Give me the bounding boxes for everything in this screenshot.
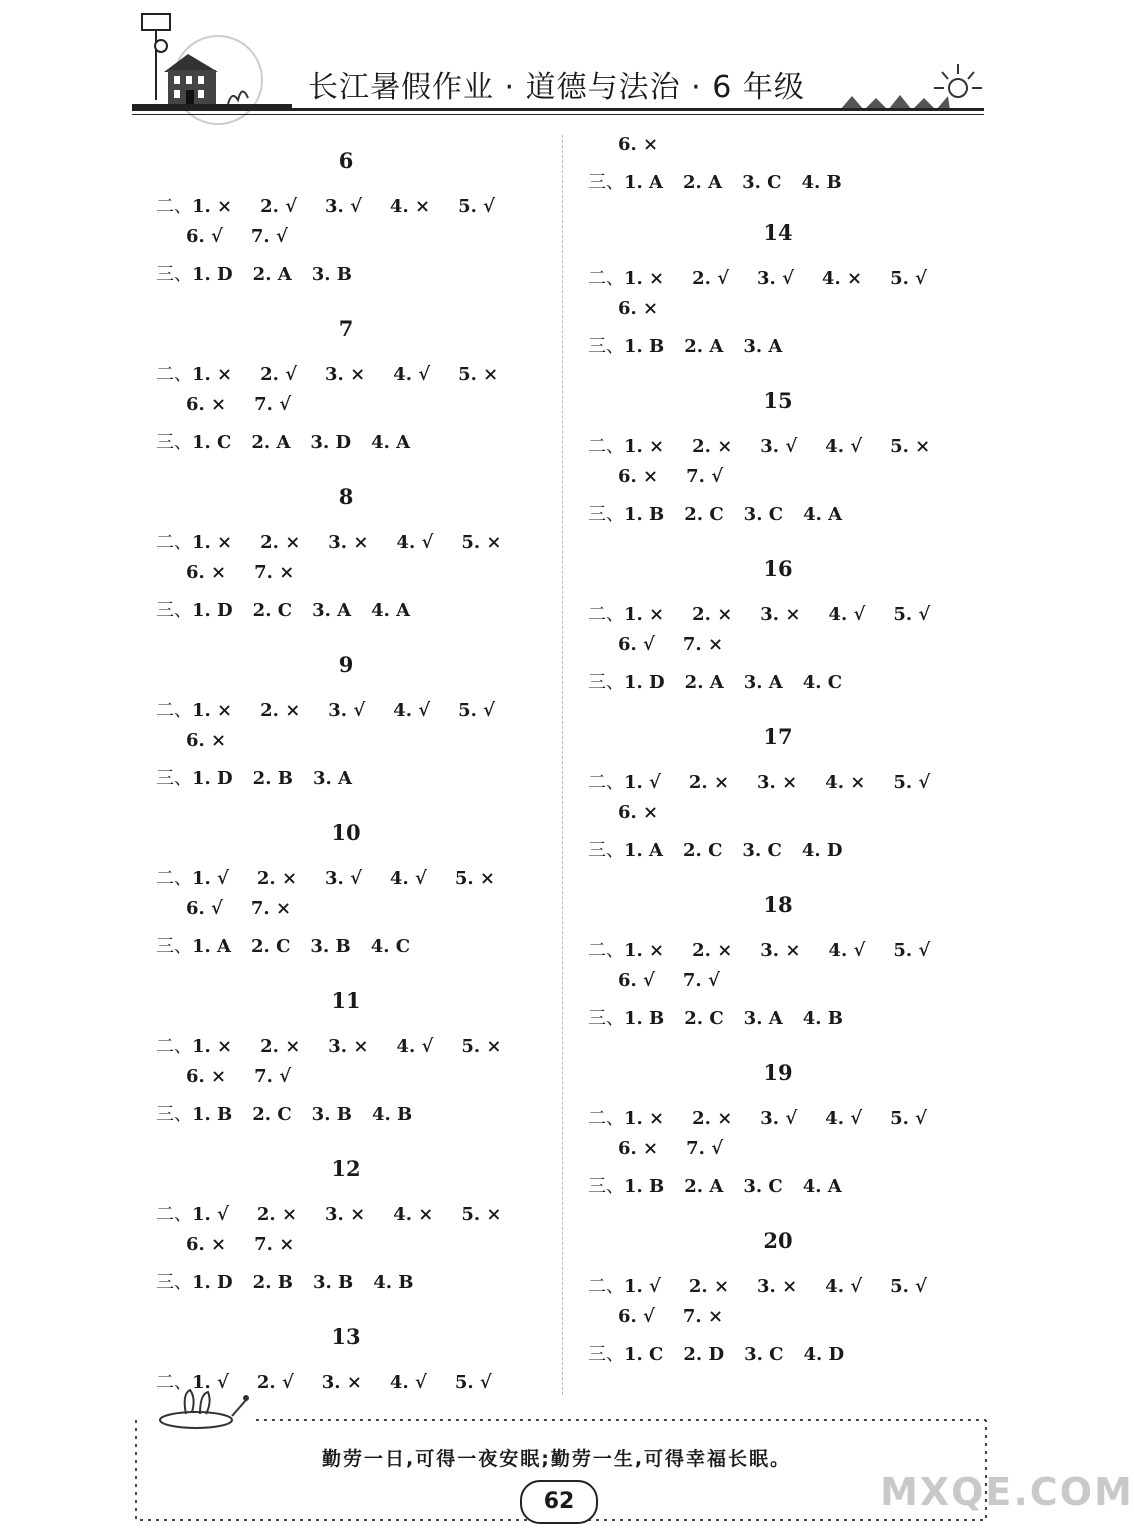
answer-item: 6. × [186, 1066, 227, 1087]
answer-item: 2. A [684, 672, 724, 693]
header-rule [132, 108, 984, 111]
answer-item: 4. × [825, 772, 866, 793]
choice-answers [588, 168, 862, 194]
answer-item: 7. √ [254, 394, 292, 415]
answer-item: 4. B [801, 172, 842, 193]
answer-item: 5. √ [893, 772, 931, 793]
answer-item: 1. B [624, 336, 665, 357]
section-number: 15 [763, 388, 793, 413]
answer-item: 2. A [684, 1176, 724, 1197]
answer-item: 1. B [624, 1176, 665, 1197]
answer-item: 3. √ [760, 1108, 798, 1129]
answer-item: 2. C [684, 1008, 724, 1029]
answer-item: 3. × [757, 1276, 798, 1297]
answer-item: 6. √ [186, 898, 223, 919]
section-number: 16 [763, 556, 793, 581]
answer-item: 6. × [618, 466, 659, 487]
answer-item: 4. A [371, 600, 411, 621]
judge-answers [588, 936, 958, 962]
answer-item: 2. × [688, 772, 730, 793]
answer-item: 2. × [692, 940, 733, 961]
answer-item: 3. B [311, 1104, 352, 1125]
column-divider [562, 135, 563, 1395]
answer-item: 7. × [254, 1234, 295, 1255]
school-building-icon [128, 10, 298, 110]
answer-item: 7. × [250, 898, 292, 919]
answer-item: 3. √ [325, 868, 362, 889]
answer-item: 3. √ [328, 700, 366, 721]
question-part-label: 二、 [156, 868, 192, 889]
section-number: 11 [331, 988, 361, 1013]
question-part-label: 二、 [156, 196, 192, 217]
answer-item: 6. × [618, 1138, 659, 1159]
choice-answers [588, 1172, 862, 1198]
question-part-label: 二、 [156, 1372, 192, 1393]
watermark: MXQE.COM [880, 1470, 1134, 1514]
section-number: 20 [763, 1228, 793, 1253]
answer-item: 4. √ [393, 700, 431, 721]
answer-item: 1. × [192, 532, 233, 553]
question-part-label: 三、 [156, 264, 192, 285]
choice-answers [156, 932, 430, 958]
answer-item: 4. D [803, 1344, 845, 1365]
answer-item: 3. B [312, 1272, 354, 1293]
answer-item: 7. × [682, 634, 724, 655]
answer-item: 1. D [192, 264, 233, 285]
answer-item: 4. A [803, 504, 843, 525]
choice-answers [588, 500, 862, 526]
answer-item: 2. C [683, 840, 723, 861]
answer-item: 2. C [252, 600, 293, 621]
answer-item: 6. × [618, 134, 659, 155]
answer-item: 5. √ [890, 268, 927, 289]
section-number: 7 [338, 316, 354, 341]
answer-item: 4. √ [828, 604, 866, 625]
answer-item: 3. A [743, 1008, 783, 1029]
answer-item: 2. × [692, 604, 733, 625]
choice-answers [156, 1100, 432, 1126]
answer-item: 4. √ [828, 940, 866, 961]
answer-item: 3. C [742, 840, 782, 861]
judge-answers [156, 696, 523, 722]
choice-answers [156, 260, 372, 286]
answer-item: 1. × [624, 436, 665, 457]
question-part-label: 三、 [156, 768, 192, 789]
footer-motto: 勤劳一日,可得一夜安眠;勤劳一生,可得幸福长眠。 [322, 1448, 792, 1470]
answer-item: 1. B [624, 1008, 665, 1029]
judge-answers [156, 864, 523, 890]
answer-item: 7. √ [682, 970, 720, 991]
judge-answers [186, 394, 319, 415]
answer-item: 4. D [801, 840, 843, 861]
answer-item: 6. √ [618, 1306, 655, 1327]
answer-item: 1. × [192, 364, 233, 385]
sun-icon [930, 60, 986, 110]
answer-item: 2. √ [260, 364, 298, 385]
answer-item: 1. D [192, 768, 233, 789]
answer-item: 5. × [454, 868, 495, 889]
answer-item: 3. × [325, 1204, 366, 1225]
question-part-label: 二、 [156, 1204, 192, 1225]
answer-item: 2. B [252, 1272, 293, 1293]
judge-answers [186, 226, 316, 247]
answer-item: 6. √ [618, 634, 655, 655]
answer-item: 2. × [692, 1108, 733, 1129]
answer-item: 3. √ [760, 436, 798, 457]
choice-answers [588, 1340, 864, 1366]
answer-item: 2. A [683, 172, 723, 193]
answer-item: 1. × [192, 700, 233, 721]
answer-item: 1. × [624, 604, 665, 625]
judge-answers [588, 768, 958, 794]
header-title: 长江暑假作业 · 道德与法治 · 6 年级 [308, 70, 805, 105]
answer-item: 4. B [802, 1008, 843, 1029]
judge-answers [618, 802, 686, 823]
judge-answers [156, 1200, 529, 1226]
question-part-label: 三、 [588, 1008, 624, 1029]
judge-answers [156, 192, 523, 218]
answer-item: 4. √ [396, 1036, 434, 1057]
answer-item: 5. × [461, 532, 502, 553]
answer-item: 6. √ [618, 970, 655, 991]
answer-item: 7. √ [686, 1138, 724, 1159]
answer-item: 6. √ [186, 226, 223, 247]
question-part-label: 二、 [588, 436, 624, 457]
section-number: 9 [338, 652, 354, 677]
question-part-label: 三、 [156, 1104, 192, 1125]
question-part-label: 二、 [156, 1036, 192, 1057]
answer-item: 4. A [802, 1176, 842, 1197]
section-number: 12 [331, 1156, 361, 1181]
choice-answers [156, 428, 430, 454]
answer-item: 5. × [461, 1204, 502, 1225]
answer-item: 2. √ [692, 268, 730, 289]
judge-answers [618, 970, 748, 991]
answer-item: 2. × [692, 436, 733, 457]
answer-item: 3. A [743, 672, 783, 693]
answer-item: 4. C [802, 672, 843, 693]
answer-item: 4. B [371, 1104, 413, 1125]
answer-item: 7. × [682, 1306, 724, 1327]
question-part-label: 三、 [156, 432, 192, 453]
section-number: 19 [763, 1060, 793, 1085]
answer-item: 4. √ [393, 364, 431, 385]
answer-item: 3. A [312, 600, 352, 621]
answer-item: 5. √ [890, 1276, 927, 1297]
question-part-label: 二、 [588, 1276, 624, 1297]
answer-item: 2. B [252, 768, 293, 789]
answer-item: 3. × [757, 772, 798, 793]
question-part-label: 三、 [588, 1344, 624, 1365]
answer-item: 3. B [310, 936, 351, 957]
answer-item: 1. √ [624, 772, 661, 793]
answer-item: 4. √ [389, 868, 427, 889]
judge-answers [186, 1234, 322, 1255]
answer-item: 6. × [186, 562, 227, 583]
answer-item: 5. × [461, 1036, 502, 1057]
answer-item: 5. √ [458, 196, 495, 217]
answer-item: 6. × [186, 394, 227, 415]
question-part-label: 二、 [156, 532, 192, 553]
answer-item: 4. C [370, 936, 411, 957]
question-part-label: 二、 [588, 1108, 624, 1129]
judge-answers [588, 432, 958, 458]
question-part-label: 二、 [588, 940, 624, 961]
answer-item: 3. A [312, 768, 352, 789]
answer-item: 2. D [683, 1344, 725, 1365]
section-number: 13 [331, 1324, 361, 1349]
answer-item: 3. C [743, 504, 784, 525]
answer-item: 7. × [254, 562, 295, 583]
judge-answers [156, 528, 529, 554]
answer-item: 3. × [328, 532, 369, 553]
question-part-label: 二、 [156, 364, 192, 385]
judge-answers [618, 298, 686, 319]
answer-item: 7. √ [254, 1066, 292, 1087]
answer-item: 2. A [252, 264, 292, 285]
answer-item: 1. √ [192, 1372, 229, 1393]
question-part-label: 三、 [588, 840, 624, 861]
question-part-label: 三、 [588, 672, 624, 693]
header-rule-thin [132, 114, 984, 115]
judge-answers [186, 562, 322, 583]
judge-answers [588, 1104, 955, 1130]
judge-answers [186, 730, 254, 751]
judge-answers [588, 1272, 955, 1298]
answer-item: 3. × [760, 604, 801, 625]
question-part-label: 三、 [156, 600, 192, 621]
judge-answers [186, 898, 319, 919]
answer-item: 2. × [260, 532, 301, 553]
answer-item: 5. √ [890, 1108, 927, 1129]
answer-item: 2. × [260, 1036, 301, 1057]
answer-item: 1. × [624, 1108, 665, 1129]
answer-item: 5. × [458, 364, 499, 385]
choice-answers [588, 1004, 863, 1030]
answer-item: 4. A [371, 432, 411, 453]
answer-item: 5. √ [454, 1372, 492, 1393]
answer-item: 6. × [186, 1234, 227, 1255]
answer-item: 1. × [192, 1036, 233, 1057]
answer-item: 4. √ [389, 1372, 427, 1393]
answer-item: 2. × [688, 1276, 730, 1297]
choice-answers [588, 836, 862, 862]
answer-item: 5. √ [893, 940, 931, 961]
question-part-label: 三、 [156, 936, 192, 957]
answer-item: 2. C [684, 504, 724, 525]
answer-item: 1. √ [192, 868, 229, 889]
answer-item: 1. × [192, 196, 233, 217]
answer-item: 2. × [260, 700, 301, 721]
judge-answers [588, 264, 955, 290]
answer-item: 6. × [186, 730, 227, 751]
question-part-label: 三、 [588, 172, 624, 193]
answer-item: 2. × [256, 868, 298, 889]
answer-item: 1. × [624, 940, 665, 961]
judge-answers [618, 134, 686, 155]
section-number: 10 [331, 820, 361, 845]
section-number: 6 [338, 148, 354, 173]
choice-answers [588, 668, 862, 694]
page-header [0, 0, 1073, 130]
answer-item: 1. C [624, 1344, 664, 1365]
answer-item: 1. √ [192, 1204, 229, 1225]
answer-item: 4. √ [825, 436, 863, 457]
choice-answers [156, 1268, 434, 1294]
section-number: 8 [338, 484, 354, 509]
section-number: 17 [763, 724, 793, 749]
answer-item: 5. √ [893, 604, 931, 625]
answer-item: 6. × [618, 298, 659, 319]
judge-answers [618, 1138, 751, 1159]
answer-item: 1. B [624, 504, 665, 525]
answer-item: 3. √ [325, 196, 362, 217]
answer-item: 3. A [743, 336, 783, 357]
choice-answers [588, 332, 802, 358]
choice-answers [156, 764, 372, 790]
answer-item: 1. D [624, 672, 665, 693]
answer-item: 1. A [192, 936, 232, 957]
answer-item: 4. × [821, 268, 863, 289]
answer-item: 1. A [624, 172, 664, 193]
judge-answers [618, 634, 751, 655]
answer-item: 2. C [251, 936, 291, 957]
question-part-label: 三、 [588, 336, 624, 357]
answer-item: 7. √ [686, 466, 724, 487]
judge-answers [156, 1032, 529, 1058]
answer-item: 3. × [325, 364, 366, 385]
question-part-label: 二、 [588, 772, 624, 793]
answer-item: 6. × [618, 802, 659, 823]
judge-answers [618, 466, 751, 487]
answer-item: 4. √ [825, 1276, 863, 1297]
judge-answers [156, 360, 526, 386]
answer-item: 4. × [393, 1204, 434, 1225]
question-part-label: 三、 [588, 504, 624, 525]
section-number: 14 [763, 220, 793, 245]
answer-item: 5. × [890, 436, 931, 457]
answer-item: 4. √ [396, 532, 434, 553]
answer-item: 5. √ [458, 700, 495, 721]
answer-item: 3. C [742, 172, 782, 193]
answer-item: 2. A [251, 432, 291, 453]
choice-answers [156, 596, 430, 622]
question-part-label: 二、 [156, 700, 192, 721]
question-part-label: 二、 [588, 604, 624, 625]
answer-item: 4. B [373, 1272, 414, 1293]
question-part-label: 二、 [588, 268, 624, 289]
answer-item: 3. × [760, 940, 801, 961]
answer-item: 3. × [328, 1036, 369, 1057]
answer-item: 2. A [684, 336, 724, 357]
answer-item: 3. B [311, 264, 352, 285]
answer-item: 3. × [321, 1372, 362, 1393]
answer-item: 3. D [310, 432, 352, 453]
answer-item: 1. A [624, 840, 664, 861]
answer-item: 4. × [389, 196, 431, 217]
answer-item: 3. √ [757, 268, 794, 289]
question-part-label: 三、 [156, 1272, 192, 1293]
judge-answers [618, 1306, 751, 1327]
answer-item: 2. C [252, 1104, 292, 1125]
page-number: 62 [520, 1480, 598, 1524]
answer-item: 3. C [743, 1176, 783, 1197]
answer-item: 1. B [192, 1104, 233, 1125]
section-number: 18 [763, 892, 793, 917]
answer-item: 1. √ [624, 1276, 661, 1297]
answer-item: 2. √ [256, 1372, 294, 1393]
answer-item: 1. C [192, 432, 232, 453]
answer-item: 2. × [256, 1204, 298, 1225]
judge-answers [186, 1066, 319, 1087]
judge-answers [588, 600, 958, 626]
answer-item: 3. C [744, 1344, 784, 1365]
question-part-label: 三、 [588, 1176, 624, 1197]
answer-item: 2. √ [260, 196, 298, 217]
answer-item: 1. × [624, 268, 665, 289]
answer-item: 7. √ [250, 226, 288, 247]
page-footer [0, 1380, 1134, 1536]
answer-item: 4. √ [825, 1108, 863, 1129]
answer-item: 1. D [192, 600, 233, 621]
answer-item: 1. D [192, 1272, 233, 1293]
